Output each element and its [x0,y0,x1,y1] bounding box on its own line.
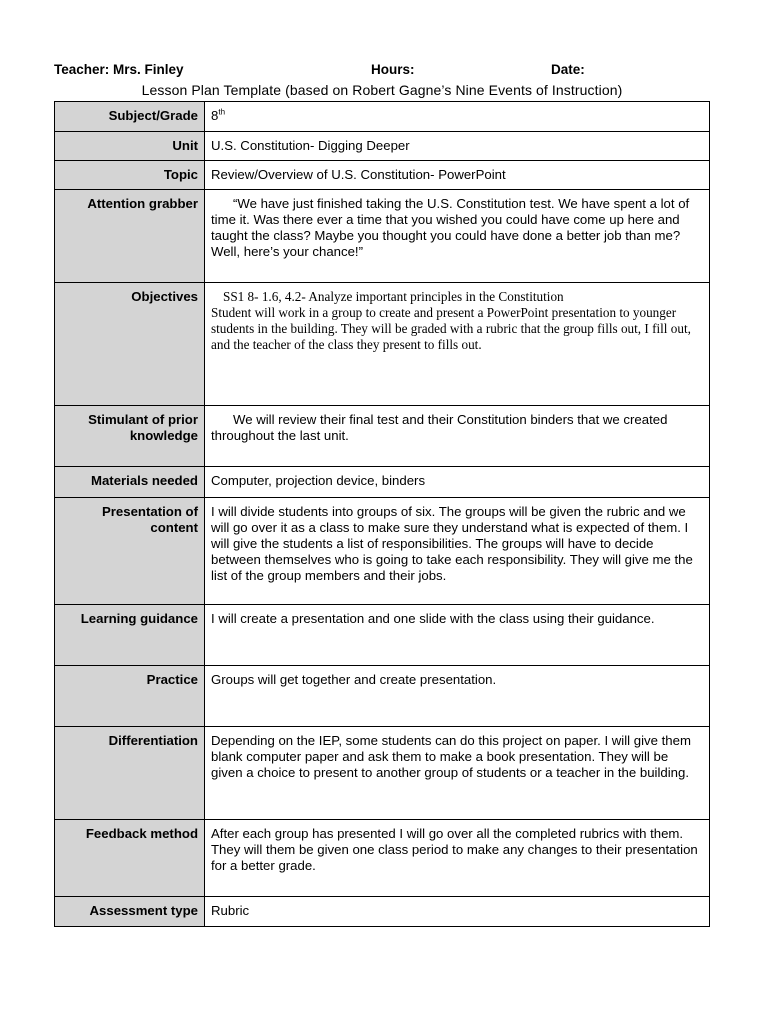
value-objectives [205,283,710,406]
row-learning-guidance [55,605,710,666]
row-assessment [55,897,710,927]
teacher-name: Teacher: Mrs. Finley [54,62,184,77]
grade-suffix: th [218,107,226,117]
grade-value: 8 [211,108,219,123]
row-practice [55,666,710,727]
label-feedback: Feedback method [55,820,205,897]
objectives-standard: SS1 8- 1.6, 4.2- Analyze important principles in the Constitution [223,289,564,304]
value-stimulant: We will review their final test and their Constitution binders that we created throughout the last unit. [205,406,710,467]
value-feedback: After each group has presented I will go over all the completed rubrics with them. They will them be given one class period to make any changes to their presentation for a better grade. [205,820,710,897]
row-stimulant [55,406,710,467]
label-subject-grade: Subject/Grade [55,102,205,132]
value-learning-guidance: I will create a presentation and one slide with the class using their guidance. [205,605,710,666]
label-practice: Practice [55,666,205,727]
row-topic [55,161,710,190]
date-label: Date: [551,62,585,77]
objectives-description: Student will work in a group to create and present a PowerPoint presentation to younger students in the building. They will be graded with a rubric that the group fills out, I fill out, and the teacher of the class they present to fills out. [211,305,691,352]
value-materials: Computer, projection device, binders [205,467,710,498]
value-presentation: I will divide students into groups of six. The groups will be given the rubric and we will go over it as a class to make sure they understand what is expected of them. I will give the students a list of responsibilities. The groups will have to decide between themselves who is going to take each responsibility. They will give me the list of the group members and their jobs. [205,498,710,605]
label-assessment: Assessment type [55,897,205,927]
row-subject-grade [55,102,710,132]
hours-label: Hours: [371,62,415,77]
value-assessment: Rubric [205,897,710,927]
value-topic: Review/Overview of U.S. Constitution- PowerPoint [205,161,710,190]
value-practice: Groups will get together and create presentation. [205,666,710,727]
row-unit [55,132,710,161]
label-presentation: Presentation of content [55,498,205,605]
row-attention-grabber [55,190,710,283]
label-unit: Unit [55,132,205,161]
page-subtitle: Lesson Plan Template (based on Robert Gagne’s Nine Events of Instruction) [141,82,623,98]
row-feedback [55,820,710,897]
label-objectives: Objectives [55,283,205,406]
row-differentiation [55,727,710,820]
label-learning-guidance: Learning guidance [55,605,205,666]
row-presentation [55,498,710,605]
value-attention-grabber: “We have just finished taking the U.S. Constitution test. We have spent a lot of time it. Was there ever a time that you wished you could have come up here and taught the class? Maybe you thought you could have done a better job than me? Well, here’s your chance!” [205,190,710,283]
value-differentiation: Depending on the IEP, some students can do this project on paper. I will give them blank computer paper and ask them to make a book presentation. They will be given a choice to present to another group of students or a teacher in the building. [205,727,710,820]
label-attention-grabber: Attention grabber [55,190,205,283]
lesson-plan-table [54,101,710,927]
label-differentiation: Differentiation [55,727,205,820]
label-materials: Materials needed [55,467,205,498]
label-topic: Topic [55,161,205,190]
row-materials [55,467,710,498]
label-stimulant: Stimulant of prior knowledge [55,406,205,467]
value-subject-grade [205,102,710,132]
value-unit: U.S. Constitution- Digging Deeper [205,132,710,161]
header-line [54,62,710,80]
row-objectives [55,283,710,406]
